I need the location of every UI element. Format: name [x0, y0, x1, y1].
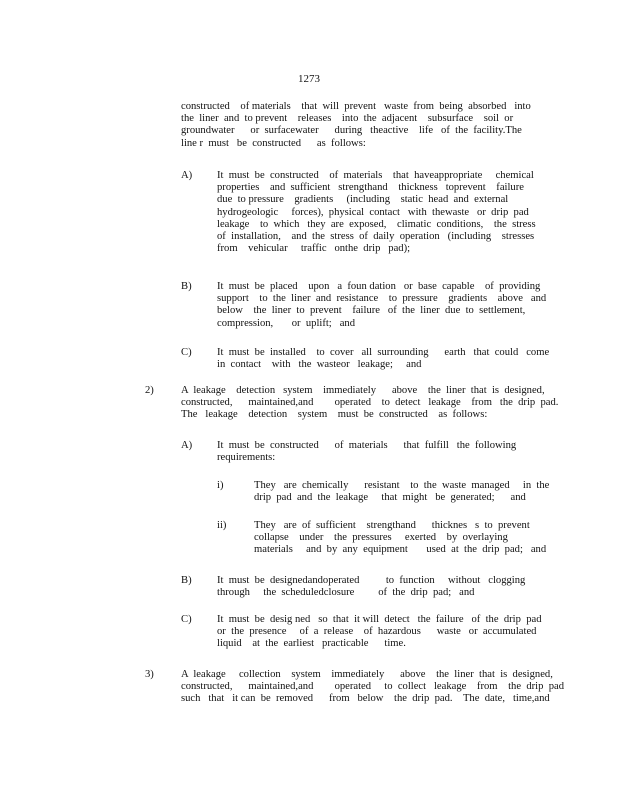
text-line: such that it can be removed from below the drip pad. The date, time,and [181, 693, 550, 705]
text-line: constructed, maintained,and operated to collect leakage from the drip pad [181, 681, 565, 693]
item-1c-text [217, 347, 550, 371]
item-1b-text [217, 281, 547, 330]
text-line: or the presence of a release of hazardous waste or accumulated [217, 626, 537, 638]
item-2a-i-text [254, 480, 550, 504]
item-2-text [181, 385, 559, 422]
item-2b-text [217, 575, 533, 599]
text-line: liquid at the earliest practicable time. [217, 638, 406, 650]
text-line: below the liner to prevent failure of the liner due to settlement, [217, 305, 526, 317]
intro-line: groundwater or surfacewater during theactive life of the facility.The [181, 125, 522, 137]
text-line: of installation, and the stress of daily operation (including stresses [217, 231, 535, 243]
item-2-label: 2) [145, 385, 154, 396]
text-line: It must be constructed of materials that haveappropriate chemical [217, 170, 534, 181]
item-2a-ii-label: ii) [217, 520, 227, 531]
item-1a-text [217, 170, 536, 255]
text-line: requirements: [217, 452, 276, 464]
text-line: hydrogeologic forces), physical contact with thewaste or drip pad [217, 206, 529, 218]
item-2a-label: A) [181, 440, 193, 451]
text-line: They are of sufficient strengthand thicknes s to prevent [254, 520, 530, 531]
item-2a-text [217, 440, 533, 464]
item-3-text [181, 669, 565, 706]
text-line: materials and by any equipment used at the drip pad; and [254, 544, 547, 556]
text-line: It must be placed upon a foun dation or base capable of providing [217, 281, 541, 292]
item-2c-label: C) [181, 614, 192, 625]
item-2a-ii-text [254, 520, 547, 557]
text-line: A leakage detection system immediately above the liner that is designed, [181, 385, 545, 396]
intro-line: the liner and to prevent releases into the adjacent subsurface soil or [181, 113, 514, 125]
text-line: through the scheduledclosure of the drip pad; and [217, 587, 475, 599]
text-line: due to pressure gradients (including static head and external [217, 194, 509, 206]
item-1b-label: B) [181, 281, 192, 292]
text-line: It must be installed to cover all surrounding earth that could come [217, 347, 550, 358]
item-1c-label: C) [181, 347, 192, 358]
text-line: It must be constructed of materials that fulfill the following [217, 440, 517, 451]
intro-line: constructed of materials that will prevent waste from being absorbed into [181, 101, 531, 112]
text-line: leakage to which they are exposed, climatic conditions, the stress [217, 218, 536, 230]
text-line: support to the liner and resistance to pressure gradients above and [217, 293, 547, 305]
text-line: in contact with the wasteor leakage; and [217, 359, 422, 371]
text-line: It must be desig ned so that it will detect the failure of the drip pad [217, 614, 542, 625]
text-line: properties and sufficient strengthand thickness toprevent failure [217, 182, 524, 194]
text-line: compression, or uplift; and [217, 317, 355, 329]
intro-paragraph [181, 101, 533, 150]
text-line: It must be designedandoperated to function without clogging [217, 575, 526, 586]
text-line: from vehicular traffic onthe drip pad); [217, 243, 411, 255]
intro-line: line r must be constructed as follows: [181, 137, 366, 149]
item-2a-i-label: i) [217, 480, 224, 491]
text-line: constructed, maintained,and operated to detect leakage from the drip pad. [181, 397, 559, 409]
page-number: 1273 [298, 73, 320, 85]
text-line: collapse under the pressures exerted by overlaying [254, 532, 508, 544]
item-3-label: 3) [145, 669, 154, 680]
item-2c-text [217, 614, 542, 651]
text-line: A leakage collection system immediately above the liner that is designed, [181, 669, 553, 680]
text-line: They are chemically resistant to the waste managed in the [254, 480, 550, 491]
text-line: drip pad and the leakage that might be generated; and [254, 492, 526, 504]
item-1a-label: A) [181, 170, 193, 181]
text-line: The leakage detection system must be constructed as follows: [181, 409, 488, 421]
item-2b-label: B) [181, 575, 192, 586]
